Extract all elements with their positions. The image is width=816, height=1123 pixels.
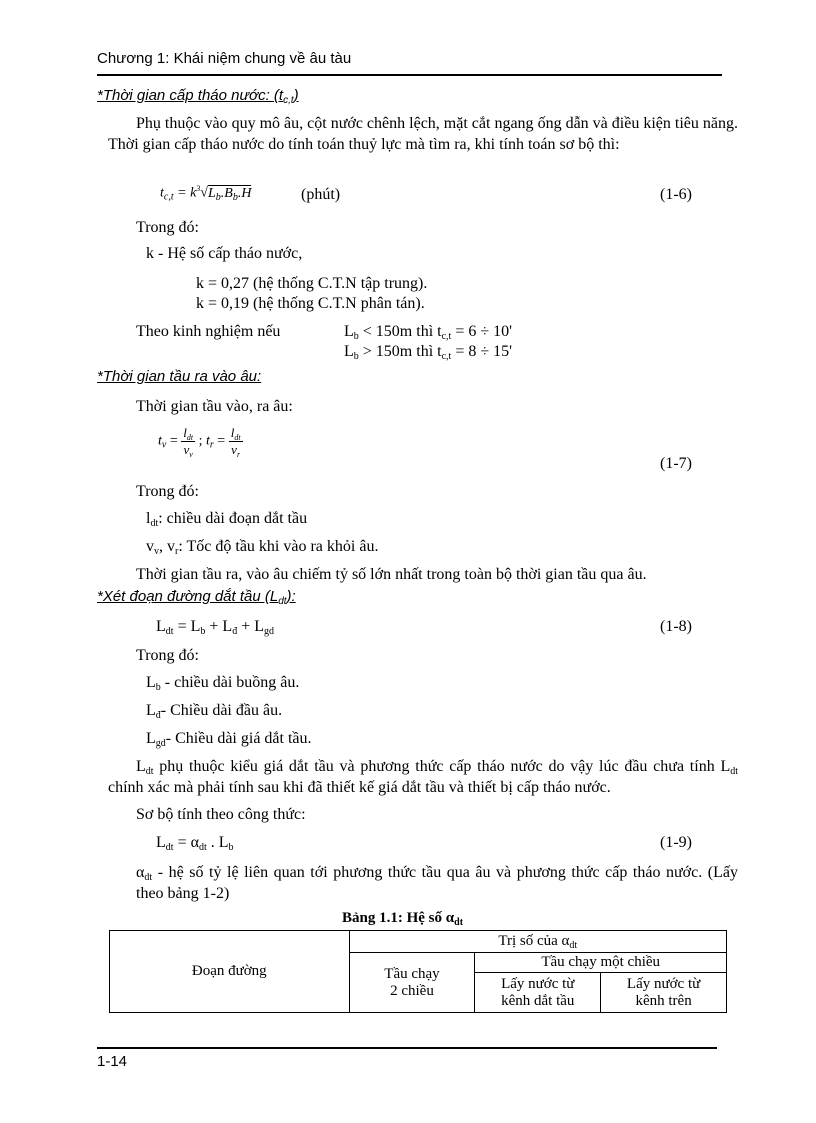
header-cell-one-way: Tầu chạy một chiều: [475, 953, 727, 973]
header-cell-alpha-value: Trị số của $\alpha_{dt}$: [349, 931, 726, 953]
paragraph-ldt-dependence: $L_{dt}$ phụ thuộc kiểu giá dắt tầu và phương thức cấp tháo nước do vậy lúc đầu chưa tính $L_{dt}$ chính xác mà phải tính sau khi đã thiết kế giá dắt tầu và thiết bị cấp tháo nước.: [108, 758, 738, 796]
k-value-distributed: k = 0,19 (hệ thống C.T.N phân tán).: [196, 295, 425, 312]
formula-1-7: $t_v$ = $\frac{l_{dt}}{v_v}$ ; $t_r$ = $\frac{l_{dt}}{v_r}$: [158, 425, 241, 459]
equation-number-1-6: (1-6): [660, 186, 692, 203]
header-cell-two-way: Tầu chạy 2 chiều: [349, 953, 475, 1013]
ld-definition: $L_đ-$ Chiều dài đầu âu.: [146, 702, 283, 721]
footer-rule: [97, 1047, 717, 1049]
paragraph-time-ratio: Thời gian tầu ra, vào âu chiếm tỷ số lớn nhất trong toàn bộ thời gian tầu qua âu.: [136, 566, 647, 583]
k-value-centralized: k = 0,27 (hệ thống C.T.N tập trung).: [196, 275, 428, 292]
section-title-drain-time: *Thời gian cấp tháo nước: $(t_{c,t})$: [97, 87, 299, 106]
preliminary-formula-intro: Sơ bộ tính theo công thức:: [136, 806, 306, 823]
page-header-title: Chương 1: Khái niệm chung về âu tàu: [97, 50, 352, 67]
section-title-ship-entry-time: *Thời gian tầu ra vào âu:: [97, 368, 262, 385]
lb-definition: $L_b$ - chiều dài buồng âu.: [146, 674, 300, 693]
paragraph-drain-time: Phụ thuộc vào quy mô âu, cột nước chênh lệch, mặt cắt ngang ống dẫn và điều kiện tiêu năng. Thời gian cấp tháo nước do tính toán thuỷ lực mà tìm ra, khi tính toán sơ bộ thì:: [108, 115, 738, 153]
lgd-definition: $L_{gd}-$ Chiều dài giá dắt tầu.: [146, 730, 312, 749]
entry-time-intro: Thời gian tầu vào, ra âu:: [136, 398, 293, 415]
experience-label: Theo kinh nghiệm nếu: [136, 323, 281, 340]
equation-number-1-9: (1-9): [660, 834, 692, 851]
alpha-coefficient-table: [109, 930, 727, 1013]
condition-long-chamber: $L_b > 150m$ thì $t_{c,t} = 8 \div 15'$: [344, 343, 512, 362]
fraction-tv: $\frac{l_{dt}}{v_v}$: [183, 425, 194, 459]
where-label-2: Trong đó:: [136, 483, 199, 500]
page-number: 1-14: [97, 1053, 128, 1070]
where-label-3: Trong đó:: [136, 647, 199, 664]
equation-number-1-8: (1-8): [660, 618, 692, 635]
k-definition: k - Hệ số cấp tháo nước,: [146, 245, 303, 262]
fraction-tr: $\frac{l_{dt}}{v_r}$: [230, 425, 241, 459]
header-cell-from-guide-channel: Lấy nước từ kênh dắt tầu: [475, 973, 601, 1013]
formula-1-8: $L_{dt} = L_b + L_đ + L_{gd}$: [156, 618, 274, 637]
condition-short-chamber: $L_b < 150m$ thì $t_{c,t} = 6 \div 10'$: [344, 323, 512, 342]
table-caption: Bảng 1.1: Hệ số $\alpha_{dt}$: [342, 910, 464, 928]
header-cell-section: Đoạn đường: [110, 931, 350, 1013]
formula-1-9: $L_{dt} = \alpha_{dt}$ . $L_b$: [156, 834, 234, 853]
header-cell-from-upper-channel: Lấy nước từ kênh trên: [601, 973, 727, 1013]
where-label-1: Trong đó:: [136, 219, 199, 236]
section-title-guide-path: *Xét đoạn đường dắt tầu $(L_{dt})$:: [97, 588, 296, 607]
unit-minutes: (phút): [301, 186, 341, 203]
equation-number-1-7: (1-7): [660, 455, 692, 472]
speed-definition: $v_v$, $v_r$: Tốc độ tầu khi vào ra khỏi âu.: [146, 538, 379, 557]
header-rule: [97, 74, 722, 76]
alpha-definition: $\alpha_{dt}$ - hệ số tỷ lệ liên quan tới phương thức tầu qua âu và phương thức cấp tháo nước. (Lấy theo bảng 1-2): [136, 864, 738, 902]
formula-1-6: $t_{c,t} = k^3√L_b.B_b.H$: [160, 184, 252, 203]
ldt-definition: $l_{dt}$: chiều dài đoạn dắt tầu: [146, 510, 308, 529]
